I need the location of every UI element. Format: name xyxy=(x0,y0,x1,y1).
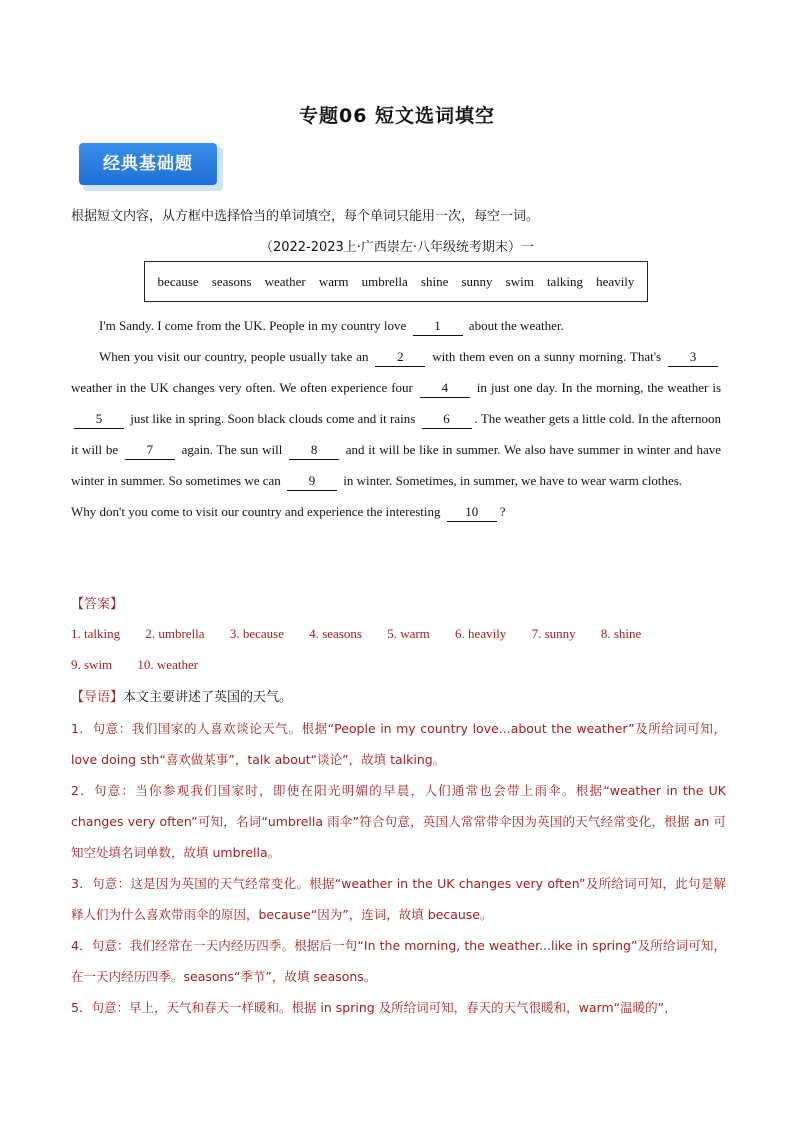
blank-4: 4 xyxy=(420,379,470,398)
word-box xyxy=(144,261,648,302)
blank-6: 6 xyxy=(422,410,472,429)
guide-heading: 【导语】 xyxy=(71,690,124,705)
word-option: seasons xyxy=(211,273,252,289)
answer-item: 5. warm xyxy=(387,626,430,641)
explanation-item: 3．句意：这是因为英国的天气经常变化。根据“weather in the UK changes very often”及所给词可知，此句是解释人们为什么喜欢带雨伞的原因，because“因为”，连词，故填 because。 xyxy=(71,876,726,922)
word-option: sunny xyxy=(461,273,493,289)
passage-text: and it will be like in summer. We also have summer in winter and have winter in summer. So sometimes we can xyxy=(71,442,721,488)
word-option: umbrella xyxy=(361,273,408,289)
word-option: swim xyxy=(505,273,534,289)
explanation-item: 2．句意：当你参观我们国家时，即使在阳光明媚的早晨，人们通常也会带上雨伞。根据“weather in the UK changes very often”可知，名词“umbrella 雨伞”符合句意，英国人常常带伞因为英国的天气经常变化，根据 an 可知空处填名词单数，故填 umbrella。 xyxy=(71,783,726,860)
word-option: because xyxy=(157,273,199,289)
guide-text: 本文主要讲述了英国的天气。 xyxy=(123,690,293,705)
passage-paragraph-1 xyxy=(71,310,721,341)
passage-text: . The weather gets a little cold. In the afternoon it will be xyxy=(71,411,721,457)
passage-text: with them even on a sunny morning. That's xyxy=(428,349,665,364)
blank-7: 7 xyxy=(125,441,175,460)
answer-item: 8. shine xyxy=(600,626,642,641)
answer-item: 4. seasons xyxy=(309,626,362,641)
passage-text: in just one day. In the morning, the weather is xyxy=(472,380,722,395)
word-option: warm xyxy=(318,273,349,289)
explanation-list xyxy=(71,713,726,1023)
question-source: （2022-2023上·广西崇左·八年级统考期末）一 xyxy=(259,240,535,255)
passage-text: just like in spring. Soon black clouds come and it rains xyxy=(127,411,419,426)
blank-9: 9 xyxy=(287,472,337,491)
passage-text: in winter. Sometimes, in summer, we have to wear warm clothes. xyxy=(340,473,683,488)
passage-text: I'm Sandy. I come from the UK. People in my country love xyxy=(99,318,410,333)
blank-1: 1 xyxy=(413,317,463,336)
passage-text: Why don't you come to visit our country and experience the interesting xyxy=(71,504,444,519)
answer-item: 1. talking xyxy=(71,626,121,641)
page-title: 专题06 短文选词填空 xyxy=(298,105,496,127)
passage-text: about the weather. xyxy=(465,318,564,333)
answer-item: 3. because xyxy=(229,626,284,641)
blank-2: 2 xyxy=(375,348,425,367)
banner-label: 经典基础题 xyxy=(79,143,217,185)
word-option: heavily xyxy=(596,273,635,289)
answer-heading: 【答案】 xyxy=(71,597,124,612)
passage-text: When you visit our country, people usually take an xyxy=(99,349,373,364)
answer-item: 6. heavily xyxy=(455,626,507,641)
answer-item: 7. sunny xyxy=(531,626,576,641)
explanation-item: 1．句意：我们国家的人喜欢谈论天气。根据“People in my country love...about the weather”及所给词可知，love doing sth“喜欢做某事”，talk about“谈论”，故填 talking。 xyxy=(71,721,726,767)
blank-3: 3 xyxy=(668,348,718,367)
word-option: talking xyxy=(546,273,584,289)
instruction: 根据短文内容，从方框中选择恰当的单词填空，每个单词只能用一次，每空一词。 xyxy=(71,209,540,224)
answer-item: 9. swim xyxy=(71,657,113,672)
blank-10: 10 xyxy=(447,503,497,522)
guide-line xyxy=(71,682,726,713)
passage-paragraph-3 xyxy=(71,496,721,527)
explanation-item: 5．句意：早上，天气和春天一样暖和。根据 in spring 及所给词可知，春天的天气很暖和，warm“温暖的”， xyxy=(71,1000,677,1015)
section-banner xyxy=(79,143,225,193)
passage-text: ? xyxy=(499,504,506,519)
blank-5: 5 xyxy=(74,410,124,429)
answer-item: 10. weather xyxy=(137,657,199,672)
explanation-item: 4．句意：我们经常在一天内经历四季。根据后一句“In the morning, the weather...like in spring”及所给词可知，在一天内经历四季。seasons“季节”，故填 seasons。 xyxy=(71,938,726,984)
passage-paragraph-2 xyxy=(71,341,721,496)
word-option: shine xyxy=(420,273,449,289)
answer-list xyxy=(71,618,731,680)
passage xyxy=(71,310,721,527)
word-option: weather xyxy=(264,273,306,289)
blank-8: 8 xyxy=(289,441,339,460)
passage-text: weather in the UK changes very often. We often experience four xyxy=(71,380,417,395)
passage-text: again. The sun will xyxy=(177,442,287,457)
answer-item: 2. umbrella xyxy=(145,626,205,641)
